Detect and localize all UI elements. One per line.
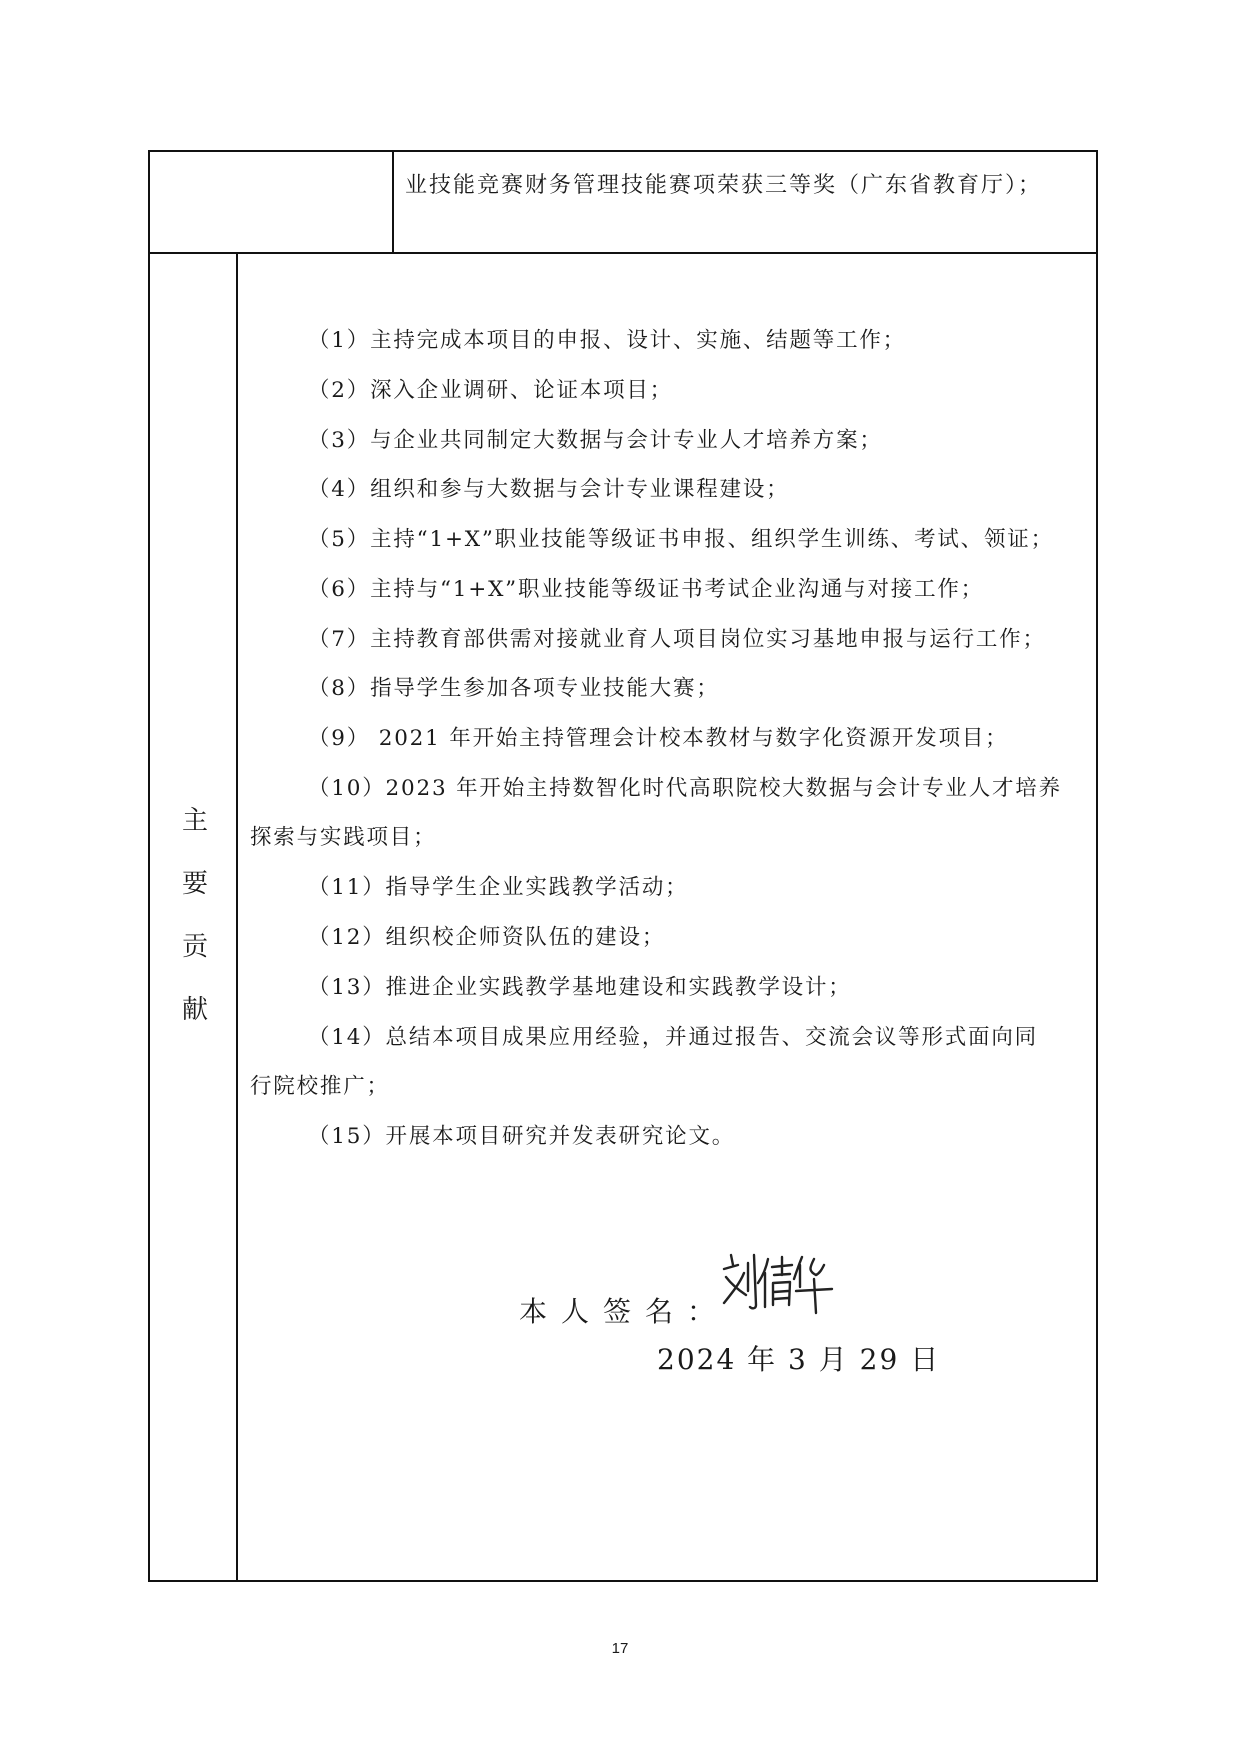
section-label-char-1: 主: [181, 806, 208, 836]
section-label-char-2: 要: [181, 869, 208, 899]
table-frame: [148, 150, 1098, 1582]
contribution-item: （11）指导学生企业实践教学活动；: [308, 875, 689, 900]
contribution-item: （7）主持教育部供需对接就业育人项目岗位实习基地申报与运行工作；: [308, 627, 1046, 652]
signature-date: 2024 年 3 月 29 日: [657, 1343, 941, 1376]
contribution-item-continuation: 探索与实践项目；: [250, 825, 437, 850]
label-column-divider: [236, 252, 238, 1582]
section-label-char-3: 贡: [181, 932, 208, 962]
contribution-item: （15）开展本项目研究并发表研究论文。: [308, 1124, 736, 1149]
contribution-item: （13）推进企业实践教学基地建设和实践教学设计；: [308, 975, 852, 1000]
contribution-item: （4）组织和参与大数据与会计专业课程建设；: [308, 477, 790, 502]
contribution-item: （9） 2021 年开始主持管理会计校本教材与数字化资源开发项目；: [308, 726, 1009, 751]
continuation-column-divider: [392, 150, 394, 254]
continuation-text: 业技能竞赛财务管理技能赛项荣获三等奖（广东省教育厅）；: [405, 173, 1043, 198]
row-divider: [148, 252, 1098, 254]
contribution-item: （1）主持完成本项目的申报、设计、实施、结题等工作；: [308, 328, 906, 353]
contribution-item: （2）深入企业调研、论证本项目；: [308, 378, 673, 403]
signature-label: 本人签名：: [519, 1295, 730, 1328]
handwritten-signature: [718, 1247, 838, 1317]
contribution-item: （10）2023 年开始主持数智化时代高职院校大数据与会计专业人才培养: [308, 776, 1062, 801]
contribution-item: （8）指导学生参加各项专业技能大赛；: [308, 676, 720, 701]
contribution-item: （14）总结本项目成果应用经验，并通过报告、交流会议等形式面向同: [308, 1025, 1038, 1050]
contribution-item: （5）主持“1+X”职业技能等级证书申报、组织学生训练、考试、领证；: [308, 527, 1054, 552]
contribution-item: （6）主持与“1+X”职业技能等级证书考试企业沟通与对接工作；: [308, 577, 984, 602]
contribution-item: （12）组织校企师资队伍的建设；: [308, 925, 666, 950]
contribution-item: （3）与企业共同制定大数据与会计专业人才培养方案；: [308, 428, 883, 453]
contribution-item-continuation: 行院校推广；: [250, 1074, 390, 1099]
page-number: 17: [611, 1640, 629, 1657]
section-label-char-4: 献: [181, 995, 208, 1025]
